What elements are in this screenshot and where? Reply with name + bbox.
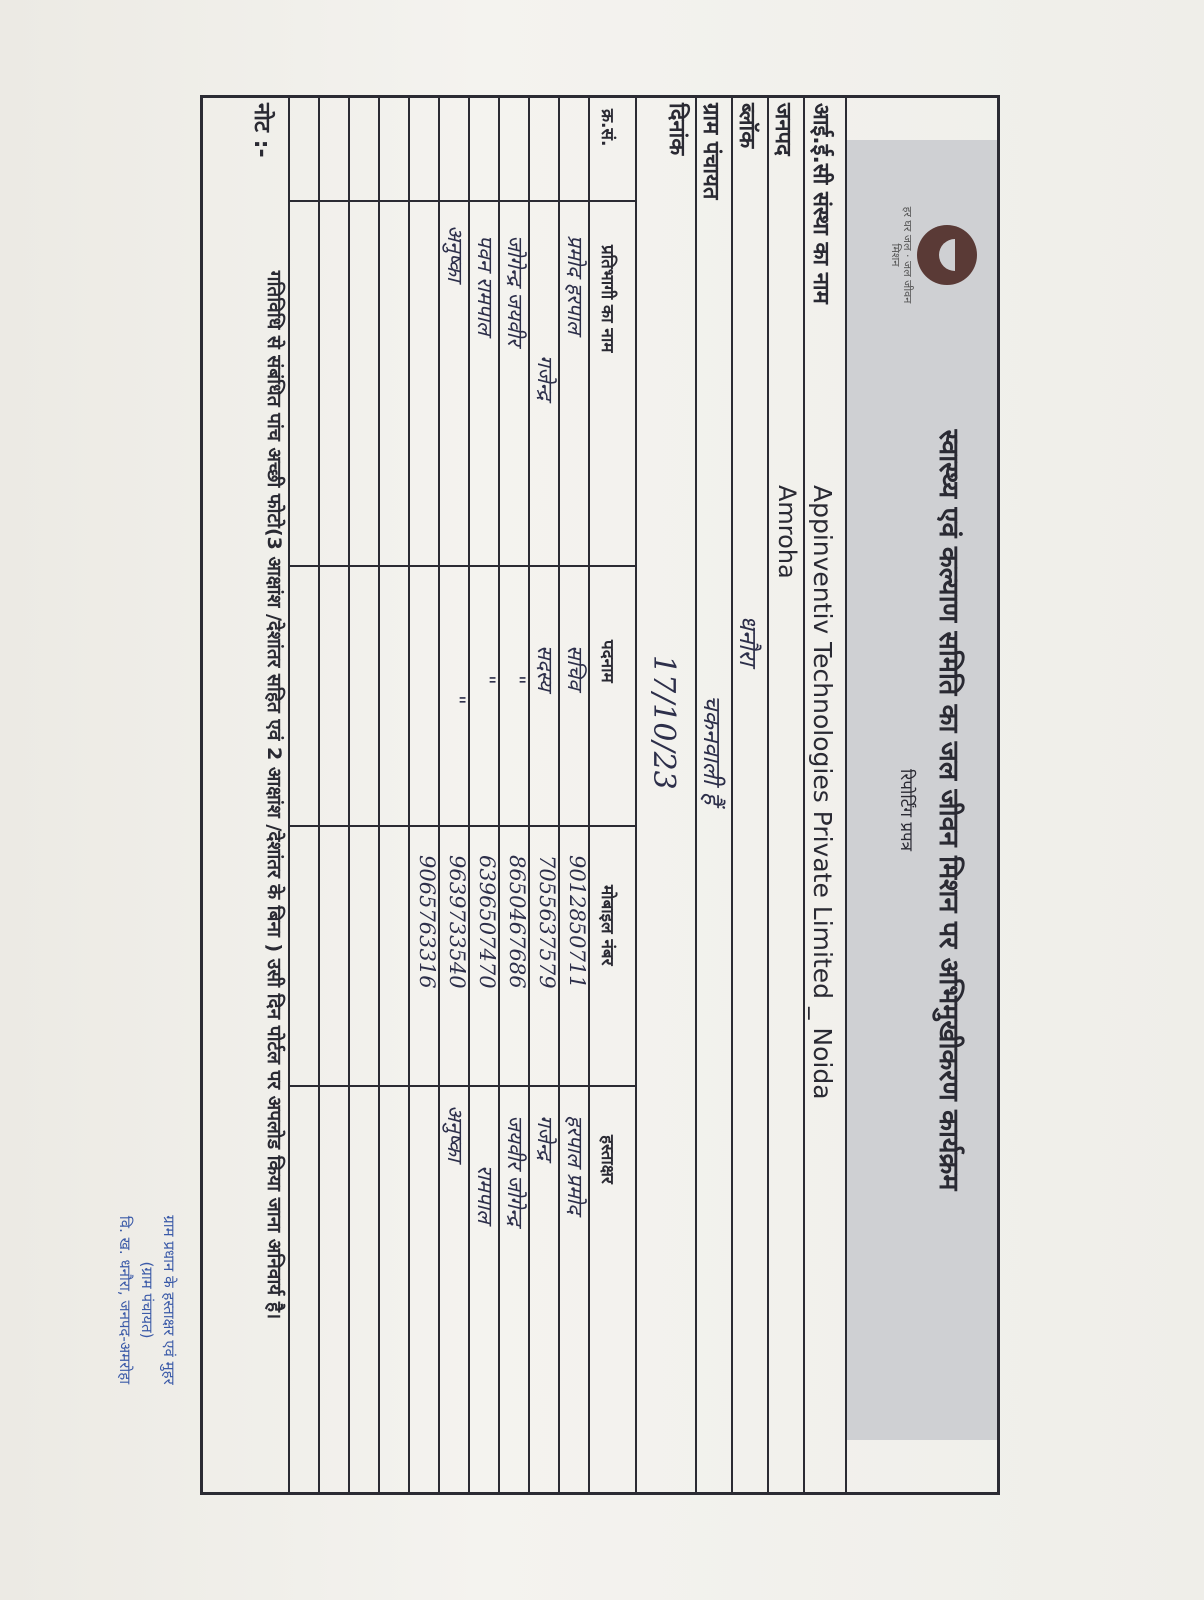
janpad-value: Amroha	[773, 485, 801, 579]
row4-sign: रामपाल	[473, 1165, 497, 1224]
row-divider	[348, 95, 350, 1495]
row5-mobile: 9639733540	[445, 855, 469, 989]
logo-text: हर घर जल · जल जीवन मिशन	[889, 206, 914, 304]
date-row	[635, 95, 695, 1495]
row4-mobile: 6396507470	[475, 855, 499, 989]
iec-label: आई.ई.सी संस्था का नाम	[808, 103, 833, 304]
row5-name: अनुष्का	[443, 225, 467, 282]
block-value: धनौरा	[734, 615, 762, 666]
row2-sign: गजेन्द्र	[533, 1115, 557, 1161]
janpad-row	[767, 95, 803, 1495]
header-band	[847, 140, 997, 1440]
pradhan-stamp	[70, 1140, 180, 1460]
row5-sign: अनुष्का	[443, 1105, 467, 1162]
row2-post: सदस्य	[533, 645, 557, 691]
block-label: ब्लॉक	[734, 103, 759, 149]
block-row	[731, 95, 767, 1495]
stamp-line-1: ग्राम प्रधान के हस्ताक्षर एवं मुहर	[160, 1215, 178, 1385]
row-divider	[438, 95, 440, 1495]
date-label: दिनांक	[664, 103, 689, 156]
stamp-line-3: वि. ख. धनौरा, जनपद-अमरोहा	[116, 1215, 134, 1385]
row1-name: प्रमोद हरपाल	[563, 235, 587, 335]
gram-label: ग्राम पंचायत	[698, 103, 723, 200]
row3-sign: जयवीर जोगेन्द्र	[503, 1115, 527, 1226]
form-subtitle: रिपोर्टिंग प्रपत्र	[896, 768, 916, 852]
row-divider	[468, 95, 470, 1495]
janpad-label: जनपद	[770, 103, 795, 156]
row-divider	[288, 95, 290, 1495]
note-text: गतिविधि से संबंधित पांच अच्छी फोटो(3 आक्षांश /देशांतर सहित एवं 2 आक्षांश /देशांतर के बिना ) उसी दिन पोर्टल पर अपलोड किया जाना अनिवार्य है।	[263, 270, 285, 1320]
gram-value: चकनवाली हैं	[698, 695, 726, 805]
row6-mobile: 9065763316	[415, 855, 439, 989]
row4-post: "	[475, 675, 499, 685]
report-form	[200, 95, 1000, 1495]
gram-row	[695, 95, 731, 1495]
row-divider	[318, 95, 320, 1495]
form-title: स्वास्थ्य एवं कल्याण समिति का जल जीवन मिशन पर अभिमुखीकरण कार्यक्रम	[933, 429, 964, 1191]
row-divider	[558, 95, 560, 1495]
col-post: पदनाम	[597, 640, 617, 683]
col-divider	[290, 200, 635, 202]
col-divider	[290, 825, 635, 827]
row2-mobile: 7055637579	[535, 855, 559, 989]
stamp-text-block	[70, 1140, 180, 1460]
row3-name: जोगेन्द्र जयवीर	[503, 235, 527, 346]
col-divider	[290, 1085, 635, 1087]
row1-sign: हरपाल प्रमोद	[563, 1115, 587, 1215]
col-sign: हस्ताक्षर	[597, 1135, 617, 1184]
row-divider	[378, 95, 380, 1495]
row1-post: सचिव	[563, 645, 587, 690]
date-value: 17/10/23	[646, 655, 681, 790]
iec-row	[803, 95, 847, 1495]
row3-post: "	[505, 675, 529, 685]
row5-post: "	[445, 695, 469, 705]
row4-name: पवन रामपाल	[473, 235, 497, 336]
jal-jeevan-logo	[867, 200, 977, 310]
row1-mobile: 9012850711	[565, 855, 589, 989]
row-divider	[408, 95, 410, 1495]
row3-mobile: 8650467686	[505, 855, 529, 989]
stamp-line-2: (ग्राम पंचायत)	[138, 1261, 156, 1339]
col-mobile: मोबाइल नंबर	[597, 885, 617, 966]
col-name: प्रतिभागी का नाम	[597, 245, 617, 353]
iec-value: Appinventiv Technologies Private Limited _ Noida	[808, 485, 837, 1100]
col-sno: क्र.सं.	[597, 109, 617, 147]
water-drop-icon	[917, 225, 977, 285]
note-label: नोट :-	[249, 103, 274, 158]
row2-name: गजेन्द्र	[533, 355, 557, 401]
col-divider	[290, 565, 635, 567]
